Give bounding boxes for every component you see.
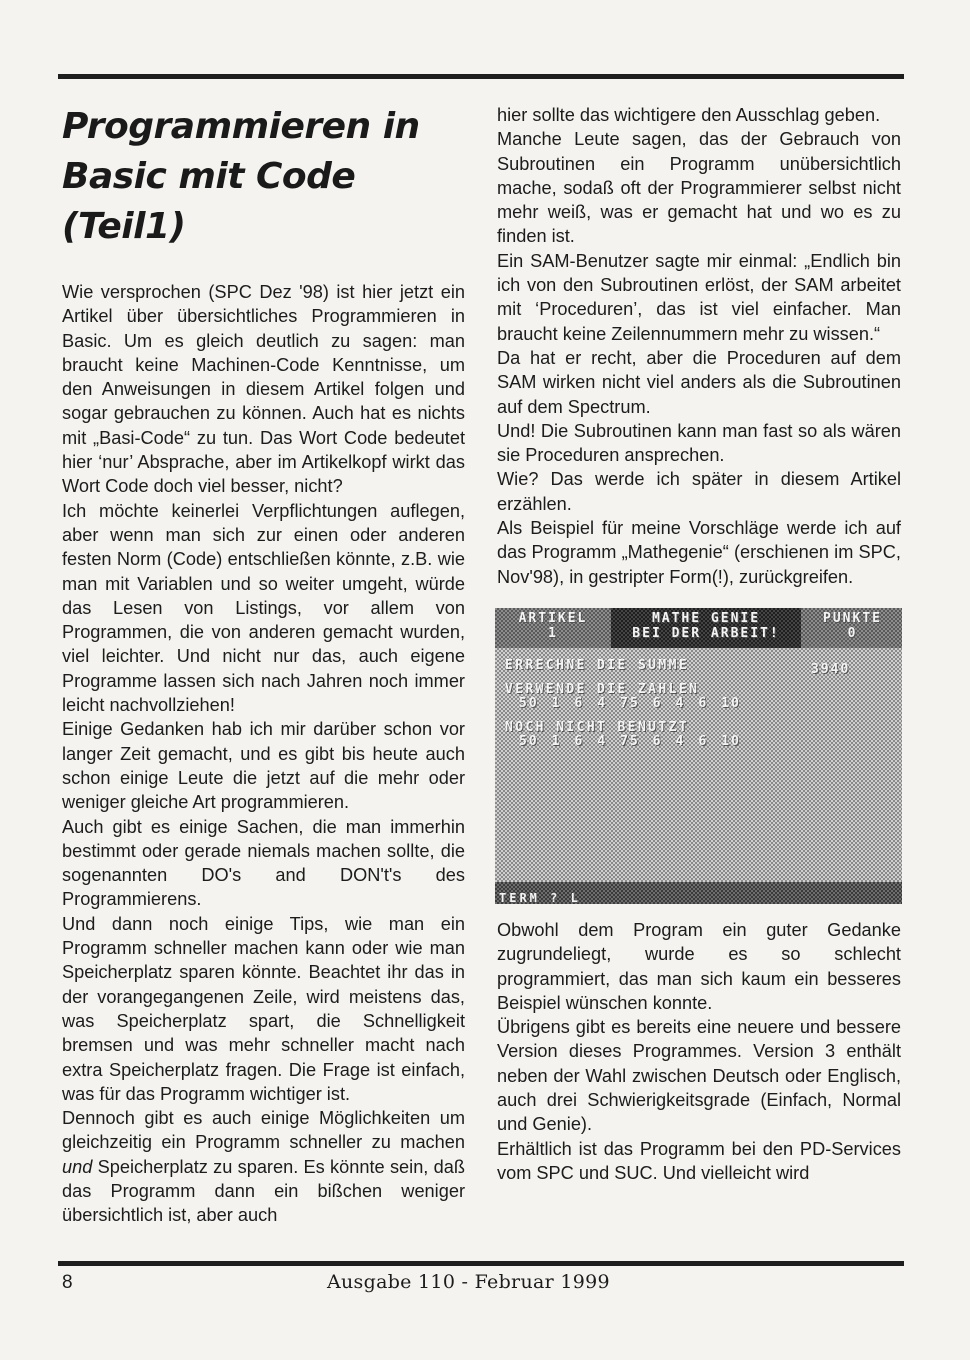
number: 6 [698,733,709,749]
score-counter [805,611,900,641]
counter-label: ARTIKEL [518,610,588,626]
screenshot-header [495,608,902,648]
number: 4 [675,733,686,749]
text-run: Dennoch gibt es auch einige Möglichkeiten um gleichzeitig ein Programm schneller zu machen [62,1108,465,1153]
paragraph: Auch gibt es einige Sachen, die man immerhin bestimmt oder gerade niemals machen sollte, die sogenannten DO's and DON't's des Programmierens. [62,816,465,910]
emphasis: und [62,1156,93,1177]
input-prompt: TERM ? L [499,890,581,904]
use-numbers-label: VERWENDE DIE ZAHLEN [505,681,700,697]
program-title: MATHE GENIE [651,610,761,626]
score-value: 0 [847,625,858,641]
paragraph: Ich möchte keinerlei Verpflichtungen auflegen, aber wenn man sich zur einen oder anderen festen Norm (Code) entschließen könnte, z.B. wie man mit Variablen und so weiter umgeht, würde das Lesen von Listings, vor allem von Programmen, die von anderen gemacht wurden, viel leichter. Und nicht nur das, auch eigene Programme lassen sich nach Jahren noch immer leicht nachvollziehen! [62,500,465,716]
left-column [62,100,465,1228]
target-sum: 3940 [811,661,851,677]
paragraph: Als Beispiel für meine Vorschläge werde ich auf das Programm „Mathegenie“ (erschienen im SPC, Nov'98), in gestripter Form(!), zurückgreifen. [497,518,901,587]
number: 4 [597,695,608,711]
number: 6 [574,695,585,711]
paragraph: Wie versprochen (SPC Dez '98) ist hier jetzt ein Artikel über übersichtliches Programmieren in Basic. Um es gleich deutlich zu sagen: man braucht keine Machinen-Code Kenntnisse, um den Anweisungen in diesem Artikel folgen und sogar gebrauchen zu können. Auch hat es nichts mit „Basi-Code“ zu tun. Das Wort Code bedeutet hier ‘nur’ Absprache, aber im Artikelkopf wirkt das Wort Code doch viel besser, nicht? [62,282,465,497]
number: 6 [652,733,663,749]
unused-numbers-label: NOCH NICHT BENUTZT [505,719,690,735]
number: 4 [597,733,608,749]
paragraph: Und! Die Subroutinen kann man fast so als wären sie Proceduren ansprechen. [497,420,901,466]
program-screenshot [495,608,902,904]
right-column [497,100,901,1185]
number: 10 [721,733,741,749]
number: 50 [519,695,539,711]
number: 10 [721,695,741,711]
number: 1 [551,733,562,749]
counter-value: 1 [548,625,558,641]
screenshot-input-bar [495,882,902,904]
paragraph: Übrigens gibt es bereits eine neuere und bessere Version dieses Programmes. Version 3 enthält neben der Wahl zwischen Deutsch oder Englisch, auch drei Schwierigkeitsgrade (Einfach, Normal und Genie). [497,1017,901,1135]
number: 6 [652,695,663,711]
program-title-box [611,608,801,648]
paragraph: Einige Gedanken hab ich mir darüber schon vor langer Zeit gemacht, und es gibt bis heute auch schon einige Leute die jetzt auf die mehr oder weniger gleiche Art programmieren. [62,719,465,813]
paragraph: Wie? Das werde ich später in diesem Artikel erzählen. [497,469,901,514]
paragraph: Obwohl dem Program ein guter Gedanke zugrundeliegt, wurde es so schlecht programmiert, das man sich kaum ein besseres Beispiel wünschen konnte. [497,919,901,1013]
page-number: 8 [62,1272,73,1293]
task-line: ERRECHNE DIE SUMME [505,657,690,673]
title-line-2: Basic mit Code (Teil1) [62,156,356,247]
title-line-1: Programmieren in [62,106,420,147]
unused-numbers-list [517,734,743,749]
number: 50 [519,733,539,749]
article-counter [503,611,603,641]
number: 75 [620,695,640,711]
paragraph: Da hat er recht, aber die Proceduren auf dem SAM wirken nicht viel anders als die Subroutinen auf dem Spectrum. [497,347,901,417]
paragraph: Erhältlich ist das Programm bei den PD-Services vom SPC und SUC. Und vielleicht wird [497,1138,901,1183]
paragraph: Und dann noch einige Tips, wie man ein Programm schneller machen kann oder wie man Speicherplatz sparen könnte. Beachtet ihr das in der vorangegangenen Zeile, wird meistens das, was Speicherplatz spart, die Schnelligkeit bremsen und was mehr schneller macht nach extra Speicherplatz fragen. Die Frage ist einfach, was für das Programm wichtiger ist. [62,913,465,1104]
paragraph: hier sollte das wichtigere den Ausschlag geben. [497,105,881,125]
number: 4 [675,695,686,711]
number: 6 [698,695,709,711]
number: 6 [574,733,585,749]
paragraph: Ein SAM-Benutzer sagte mir einmal: „Endlich bin ich von den Subroutinen erlöst, der SAM arbeitet mit ‘Proceduren’, das ist viel einfacher. Man braucht keine Zeilennummern mehr zu wissen.“ [497,250,901,344]
top-rule [58,74,904,79]
article-title [62,102,465,252]
bottom-rule [58,1261,904,1266]
number: 1 [551,695,562,711]
issue-footer: Ausgabe 110 - Februar 1999 [327,1271,610,1293]
paragraph: Manche Leute sagen, das der Gebrauch von Subroutinen ein Programm unübersichtlich mache, sodaß oft der Programmierer selbst nicht mehr weiß, was er gemacht hat und wo es zu finden ist. [497,129,901,247]
use-numbers-list [517,696,743,711]
number: 75 [620,733,640,749]
score-label: PUNKTE [823,610,882,626]
paragraph [62,1106,465,1227]
program-subtitle: BEI DER ARBEIT! [632,625,780,641]
text-run: Speicherplatz zu sparen. Es könnte sein, daß das Programm dann ein bißchen weniger übersichtlich ist, aber auch [62,1156,465,1226]
